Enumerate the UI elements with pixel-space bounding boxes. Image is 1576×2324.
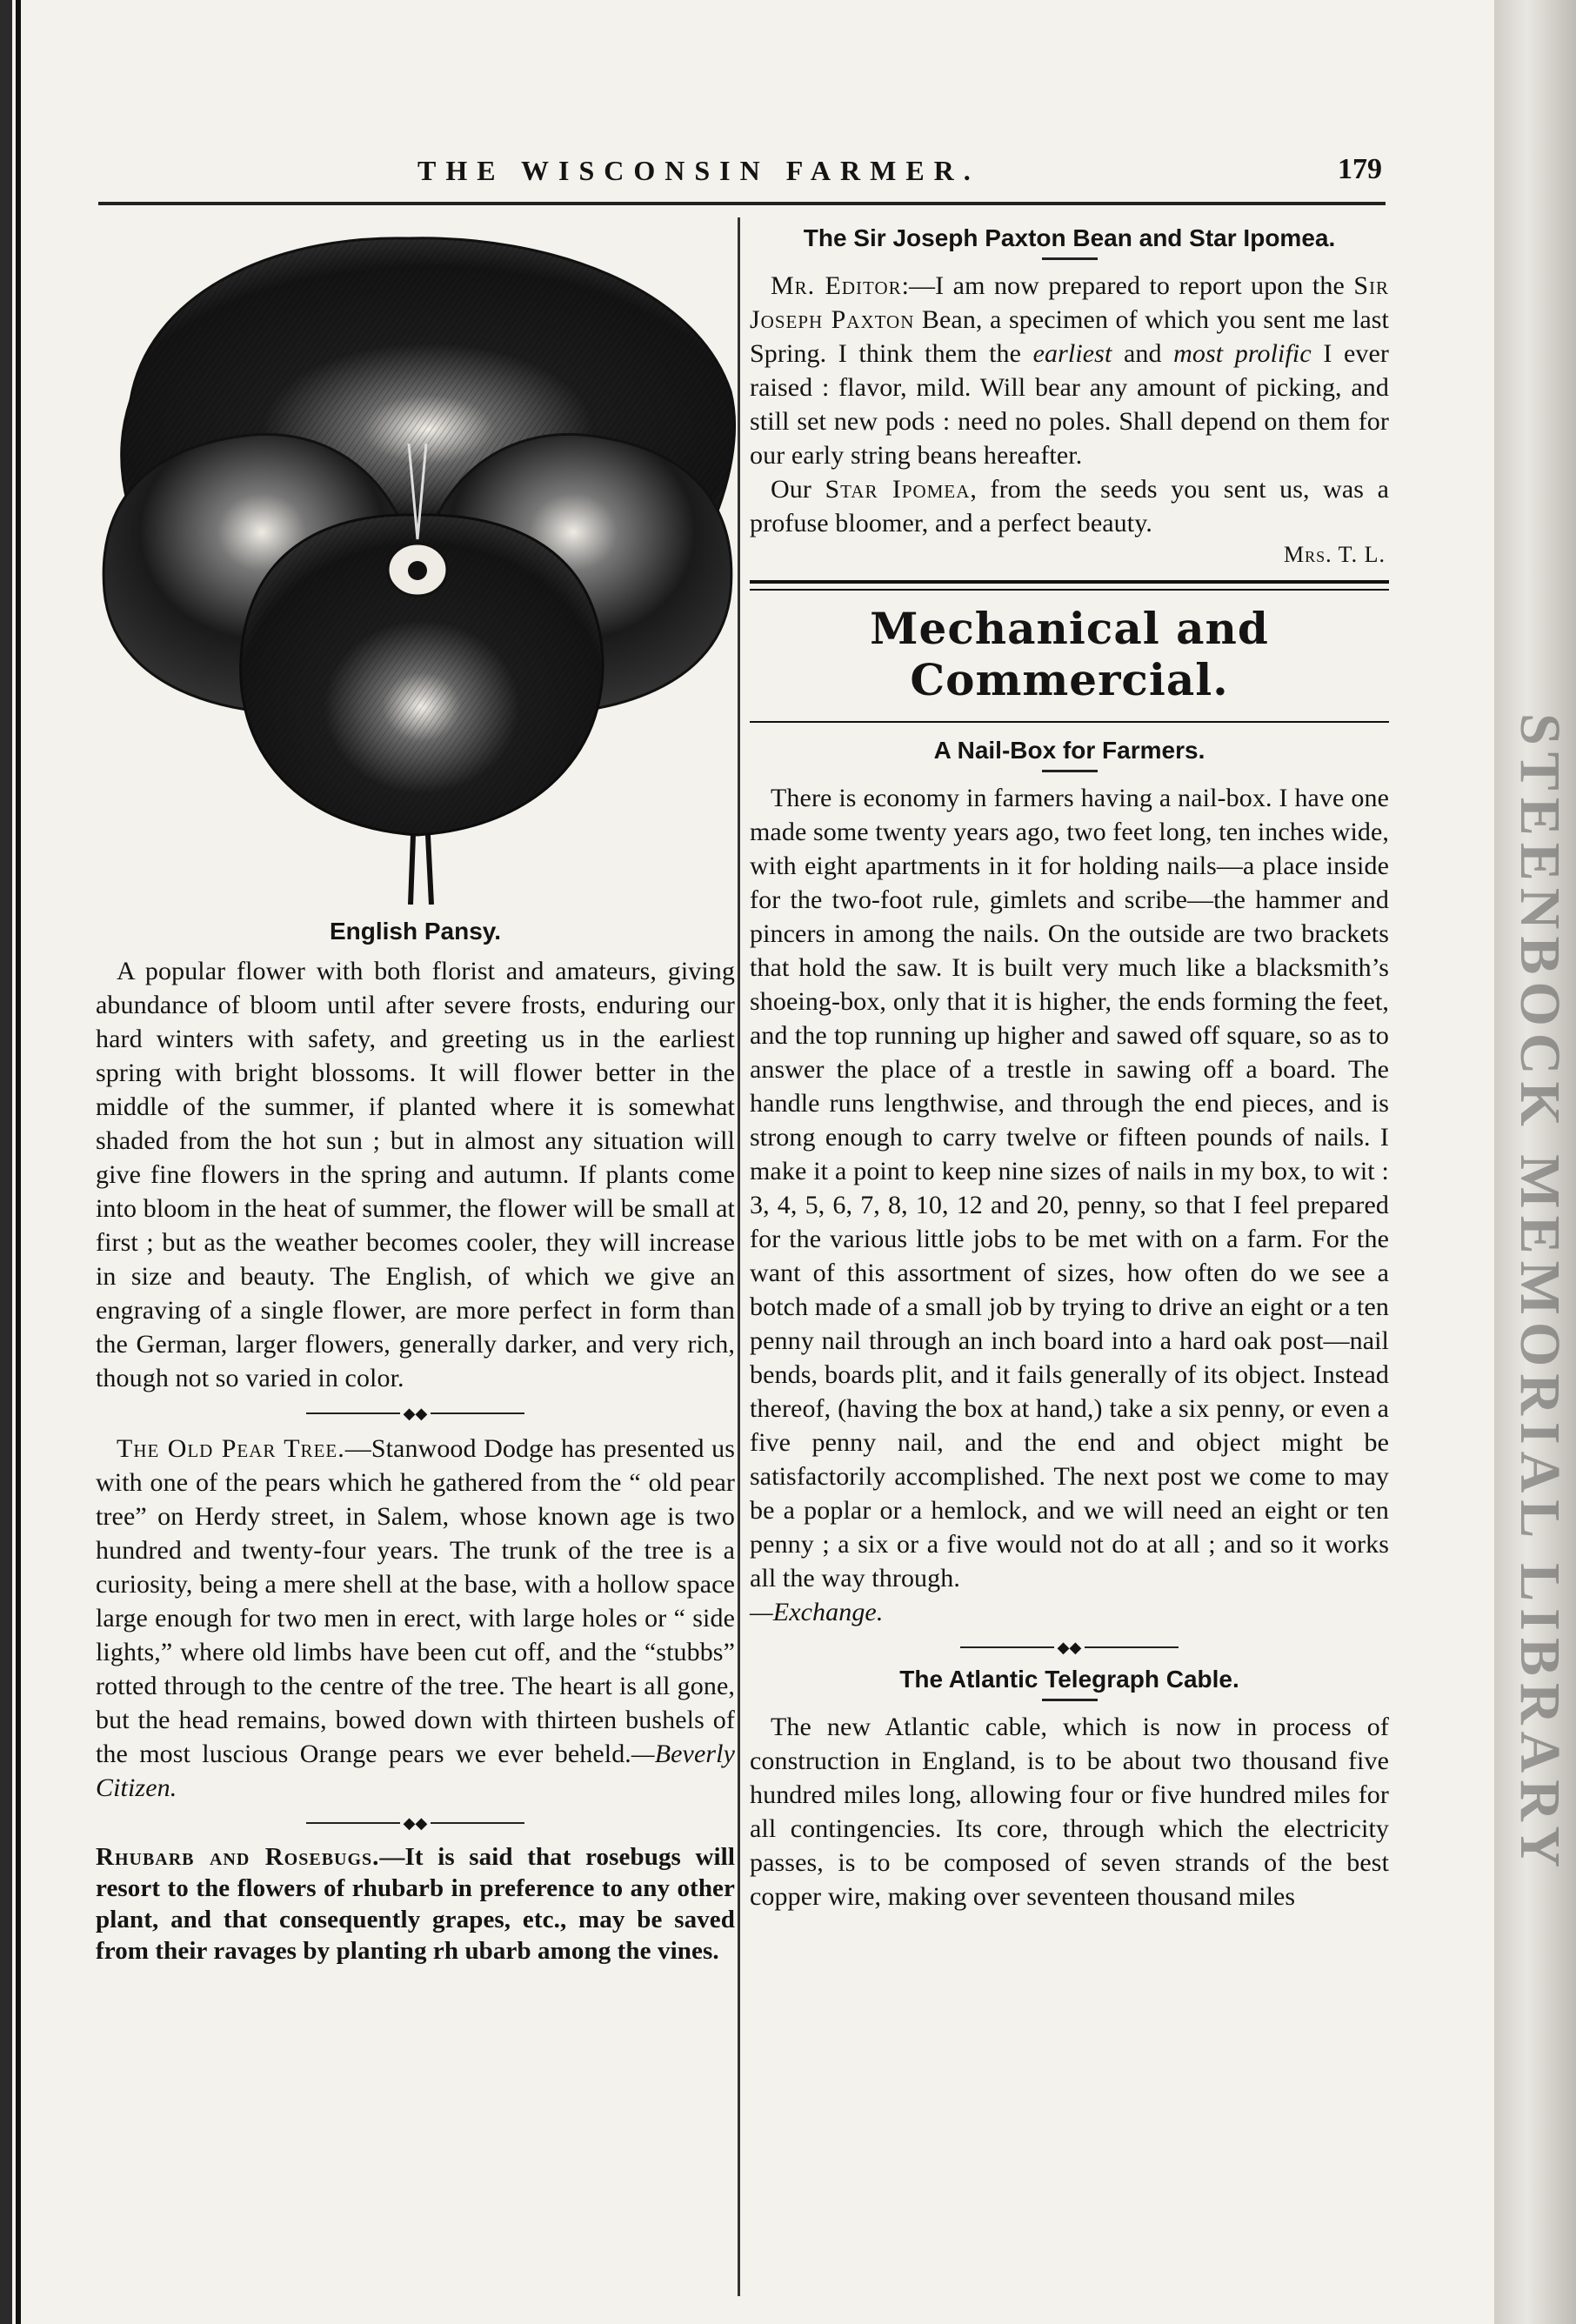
rhubarb-text: —It is said that rosebugs will resort to the flowers of rhubarb in preference to any other plant, and that consequently grapes, etc., may be saved from their ravages by planting rh ubarb among the vines.: [96, 1842, 735, 1965]
binding-edge: [16, 0, 21, 2324]
title-rule: [1042, 1699, 1098, 1701]
nailbox-text: [750, 781, 1389, 1595]
section-separator: ◆◆: [96, 1813, 735, 1831]
paxton-prolific: most prolific: [1173, 339, 1312, 368]
pear-lead: The Old Pear Tree.: [117, 1433, 345, 1463]
title-rule: [1042, 257, 1098, 260]
section-header: [750, 580, 1389, 723]
paxton-paragraph-2: [750, 472, 1389, 540]
header-rule: [98, 202, 1386, 205]
nailbox-title: A Nail-Box for Farmers.: [933, 737, 1205, 764]
section-rule-top-thin: [750, 589, 1389, 591]
pear-text: —Stanwood Dodge has presented us with one of the pears which he gathered from the “ old pear tree” on Herdy street, in Salem, whose known age is two hundred and twenty-four years. The trunk of the tree is a curiosity, being a mere shell at the base, with a hollow space large enough for two men in erect, with large holes or “ side lights,” where old limbs have been cut off, and the “stubbs” rotted through to the centre of the tree. The heart is all gone, but the head remains, bowed down with thirteen bushels of the most luscious Orange pears we ever beheld.: [96, 1433, 735, 1768]
nailbox-body: There is economy in farmers having a nail-box. I have one made some twenty years ago, two feet long, ten inches wide, with eight apartments in it for holding nails—a place inside for the two-foot rule, gimlets and scribe—the hammer and pincers in among the nails. On the outside are two brackets that hold the saw. It is built very much like a blacksmith’s shoeing-box, only that it is higher, the ends forming the feet, and the top running up higher and sawed off square, so as to answer the place of a trestle in sawing off a board. The handle runs lengthwise, and through the end pieces, and is strong enough to carry twelve or fifteen pounds of nails. I make it a point to keep nine sizes of nails in my box, to wit : 3, 4, 5, 6, 7, 8, 10, 12 and 20, penny, so that I feel prepared for the various little jobs to be met with on a farm. For the want of this assortment of sizes, how often do we see a botch made of a small job by trying to drive an eight or a ten penny nail through an inch board into a hard oak post—nail bends, boards plit, and it fails generally of its object. Instead thereof, (having the box at hand,) take a six penny, or even a five penny nail, and the end and object might be satisfactorily accomplished. The next post we come to may be a poplar or a hemlock, and we will need an eight or ten penny ; a six or a five would not do at all ; and so it works all the way through.: [750, 784, 1389, 1593]
page-number: 179: [1338, 153, 1382, 185]
right-column: [750, 217, 1389, 1913]
left-column: [96, 918, 735, 1967]
paxton-title: The Sir Joseph Paxton Bean and Star Ipomea.: [803, 224, 1336, 251]
paxton-paragraph-1: [750, 269, 1389, 472]
paxton-p2-a: Our: [771, 475, 825, 504]
nailbox-source-line: [750, 1595, 1389, 1629]
running-head: THE WISCONSIN FARMER.: [417, 155, 980, 186]
paxton-text-and: and: [1112, 339, 1174, 368]
nailbox-source: —Exchange.: [750, 1598, 884, 1626]
section-separator: ◆◆: [96, 1404, 735, 1421]
section-separator: ◆◆: [750, 1638, 1389, 1655]
cable-title: The Atlantic Telegraph Cable.: [899, 1665, 1239, 1693]
paxton-bean-name: Sir Joseph Paxton: [750, 271, 1389, 334]
paxton-earliest: earliest: [1032, 339, 1112, 368]
pansy-engraving: [96, 226, 739, 905]
pansy-stem: [411, 835, 431, 905]
section-rule-top: [750, 580, 1389, 584]
section-heading: Mechanical and Commercial.: [870, 603, 1269, 705]
paxton-salutation: Mr. Editor: [771, 271, 902, 300]
pear-article: [96, 1432, 735, 1805]
pansy-caption: English Pansy.: [329, 918, 502, 945]
paxton-p2-b: , from the seeds you sent us, was a profuse bloomer, and a perfect beauty.: [750, 475, 1389, 538]
paxton-signature: Mrs. T. L.: [1284, 542, 1386, 567]
paxton-text-c: I ever raised : flavor, mild. Will bear any amount of picking, and still set new pods : need no poles. Shall depend on them for our early string beans hereafter.: [750, 339, 1390, 470]
rhubarb-article: [96, 1841, 735, 1967]
cable-text: The new Atlantic cable, which is now in process of construction in England, is to be about two thousand five hundred miles long, allowing four or five hundred miles for all contingencies. Its core, through which the electricity passes, is to be composed of seven strands of the best copper wire, making over seventeen thousand miles: [750, 1712, 1389, 1911]
paxton-text-b: Bean, a specimen of which you sent me last Spring. I think them the: [750, 305, 1389, 368]
library-stamp: STEENBOCK MEMORIAL LIBRARY: [1508, 713, 1572, 1875]
paxton-ipomea-name: Star Ipomea: [825, 475, 971, 504]
pansy-text: A popular flower with both florist and amateurs, giving abundance of bloom until after severe frosts, enduring our hard winters with safety, and greeting us in the earliest spring with bright blossoms. It will flower better in the middle of the summer, if planted where it is somewhat shaded from the hot sun ; but in almost any situation will give fine flowers in the spring and autumn. If plants come into bloom in the heat of summer, the flower will be small at first ; but as the weather becomes cooler, they will increase in size and beauty. The English, of which we give an engraving of a single flower, are more perfect in form than the German, larger flowers, generally darker, and very rich, though not so varied in color.: [96, 957, 735, 1392]
pear-source: —Beverly Citizen.: [96, 1739, 735, 1802]
rhubarb-lead: Rhubarb and Rosebugs.: [96, 1842, 380, 1871]
title-rule: [1042, 770, 1098, 772]
paxton-text-a: :—I am now prepared to report upon the: [901, 271, 1354, 300]
